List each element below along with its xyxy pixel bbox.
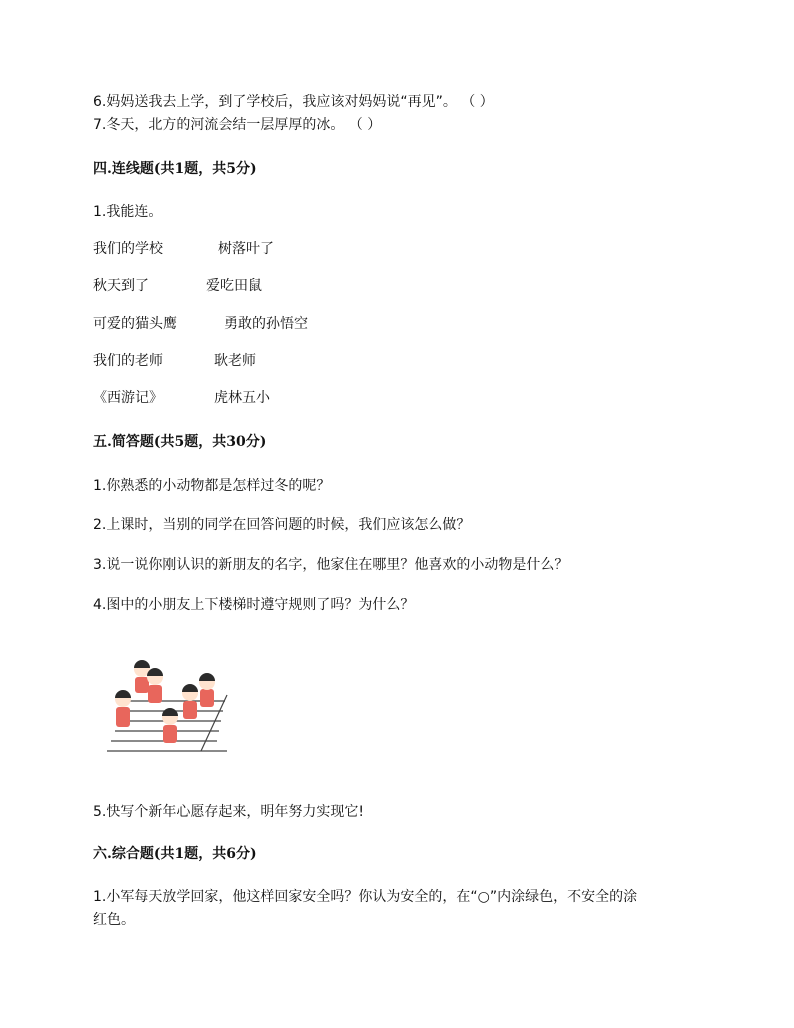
pair-left-1: 我们的学校 [93, 241, 163, 257]
child-6 [162, 708, 178, 743]
pair-right-4: 耿老师 [214, 353, 256, 369]
child-4 [182, 684, 198, 719]
section6-q1-line1: 1.小军每天放学回家，他这样回家安全吗？你认为安全的，在“○”内涂绿色，不安全的涂 [93, 889, 638, 905]
pair-right-5: 虎林五小 [214, 390, 270, 406]
section6-heading: 六.综合题(共1题，共6分) [93, 846, 257, 862]
section4-q1: 1.我能连。 [93, 204, 163, 220]
section5-q2: 2.上课时，当别的同学在回答问题的时候，我们应该怎么做？ [93, 517, 471, 533]
stairs-children-illustration [105, 655, 230, 755]
section5-q3: 3.说一说你刚认识的新朋友的名字，他家住在哪里？他喜欢的小动物是什么？ [93, 557, 569, 573]
pair-right-2: 爱吃田鼠 [206, 278, 262, 294]
section5-q5: 5.快写个新年心愿存起来，明年努力实现它! [93, 804, 364, 820]
pair-left-2: 秋天到了 [93, 278, 149, 294]
pair-left-5: 《西游记》 [93, 390, 163, 406]
child-5 [115, 690, 131, 727]
section5-q4: 4.图中的小朋友上下楼梯时遵守规则了吗？为什么？ [93, 597, 415, 613]
pair-right-3: 勇敢的孙悟空 [224, 316, 308, 332]
pair-left-3: 可爱的猫头鹰 [93, 316, 177, 332]
section5-q1: 1.你熟悉的小动物都是怎样过冬的呢？ [93, 478, 331, 494]
child-2 [147, 668, 163, 703]
section4-heading: 四.连线题(共1题，共5分) [93, 161, 257, 177]
judgement-q6: 6.妈妈送我去上学，到了学校后，我应该对妈妈说“再见”。 （ ） [93, 94, 494, 110]
section5-heading: 五.简答题(共5题，共30分) [93, 434, 267, 450]
pair-left-4: 我们的老师 [93, 353, 163, 369]
child-3 [199, 673, 215, 707]
section6-q1-line2: 红色。 [93, 912, 135, 928]
judgement-q7: 7.冬天，北方的河流会结一层厚厚的冰。 （ ） [93, 117, 382, 133]
pair-right-1: 树落叶了 [218, 241, 274, 257]
